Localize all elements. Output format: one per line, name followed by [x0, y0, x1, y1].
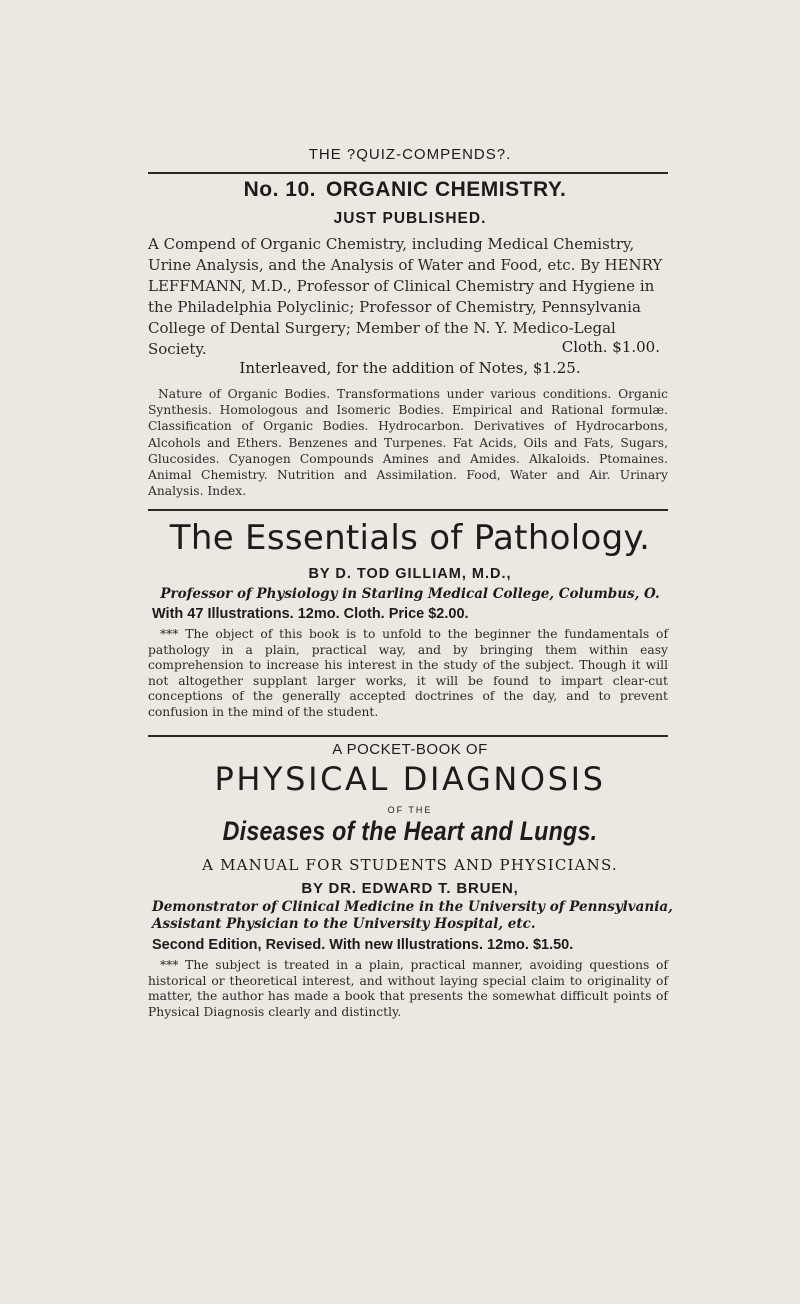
- physical-diagnosis-title: PHYSICAL DIAGNOSIS: [214, 760, 606, 798]
- running-head: THE ?QUIZ-COMPENDS?.: [308, 146, 512, 163]
- pathology-title: The Essentials of Pathology.: [169, 518, 651, 558]
- physical-diagnosis-details: Second Edition, Revised. With new Illustrations. 12mo. $1.50.: [152, 937, 574, 953]
- organic-chemistry-contents: Nature of Organic Bodies. Transformations under various conditions. Organic Synthesis. Homologous and Isomeric Bodies. Empirical and Rational formulæ. Classification of Organic Bodies. Hydrocarbon. Derivatives of Hydrocarbons, Alcohols and Ethers. Benzenes and Turpenes. Fat Acids, Oils and Fats, Sugars, Glucosides. Cyanogen Compounds Amines and Amides. Alkaloids. Ptomaines. Animal Chemistry. Nutrition and Assimilation. Food, Water and Air. Urinary Analysis. Index.: [148, 387, 668, 499]
- top-rule: [148, 172, 668, 174]
- physical-diagnosis-affiliation: Demonstrator of Clinical Medicine in the University of Pennsylvania, Assistant Physician to the University Hospital, etc.: [152, 899, 673, 932]
- pathology-details: With 47 Illustrations. 12mo. Cloth. Price $2.00.: [152, 606, 469, 622]
- just-published-label: JUST PUBLISHED.: [333, 210, 487, 227]
- pathology-affiliation: Professor of Physiology in Starling Medical College, Columbus, O.: [160, 586, 660, 602]
- compend-number: No. 10.: [243, 178, 316, 201]
- physical-diagnosis-note: *** The subject is treated in a plain, practical manner, avoiding questions of historical or theoretical interest, and without laying special claim to originality of matter, the author has made a book that presents the somewhat difficult points of Physical Diagnosis clearly and distinctly.: [148, 958, 668, 1019]
- price-interleaved: Interleaved, for the addition of Notes, $1.25.: [239, 359, 581, 377]
- physical-diagnosis-author: BY DR. EDWARD T. BRUEN,: [301, 880, 519, 897]
- section-divider-1: [148, 509, 668, 511]
- of-the-label: OF THE: [387, 805, 433, 815]
- pocket-book-kicker: A POCKET-BOOK OF: [332, 741, 488, 758]
- compend-title: ORGANIC CHEMISTRY.: [325, 178, 567, 201]
- physical-diagnosis-subtitle: Diseases of the Heart and Lungs.: [222, 816, 598, 846]
- section-divider-2: [148, 735, 668, 737]
- organic-chemistry-description: A Compend of Organic Chemistry, including Medical Chemistry, Urine Analysis, and the Analysis of Water and Food, etc. By HENRY LEFFMANN, M.D., Professor of Clinical Chemistry and Hygiene in the Philadelphia Polyclinic; Professor of Chemistry, Pennsylvania College of Dental Surgery; Member of the N. Y. Medico-Legal Society.: [148, 235, 663, 358]
- price-cloth: Cloth. $1.00.: [561, 338, 660, 356]
- pathology-author: BY D. TOD GILLIAM, M.D.,: [308, 566, 512, 582]
- pathology-note: *** The object of this book is to unfold to the beginner the fundamentals of pathology in a plain, practical way, and by bringing them within easy comprehension to increase his interest in the study of the subject. Though it will not altogether supplant larger works, it will be found to impart clear-cut conceptions of the generally accepted doctrines of the day, and to prevent confusion in the mind of the student.: [148, 627, 668, 719]
- manual-label: A MANUAL FOR STUDENTS AND PHYSICIANS.: [202, 856, 618, 874]
- section-organic-chemistry-heading: [140, 178, 680, 202]
